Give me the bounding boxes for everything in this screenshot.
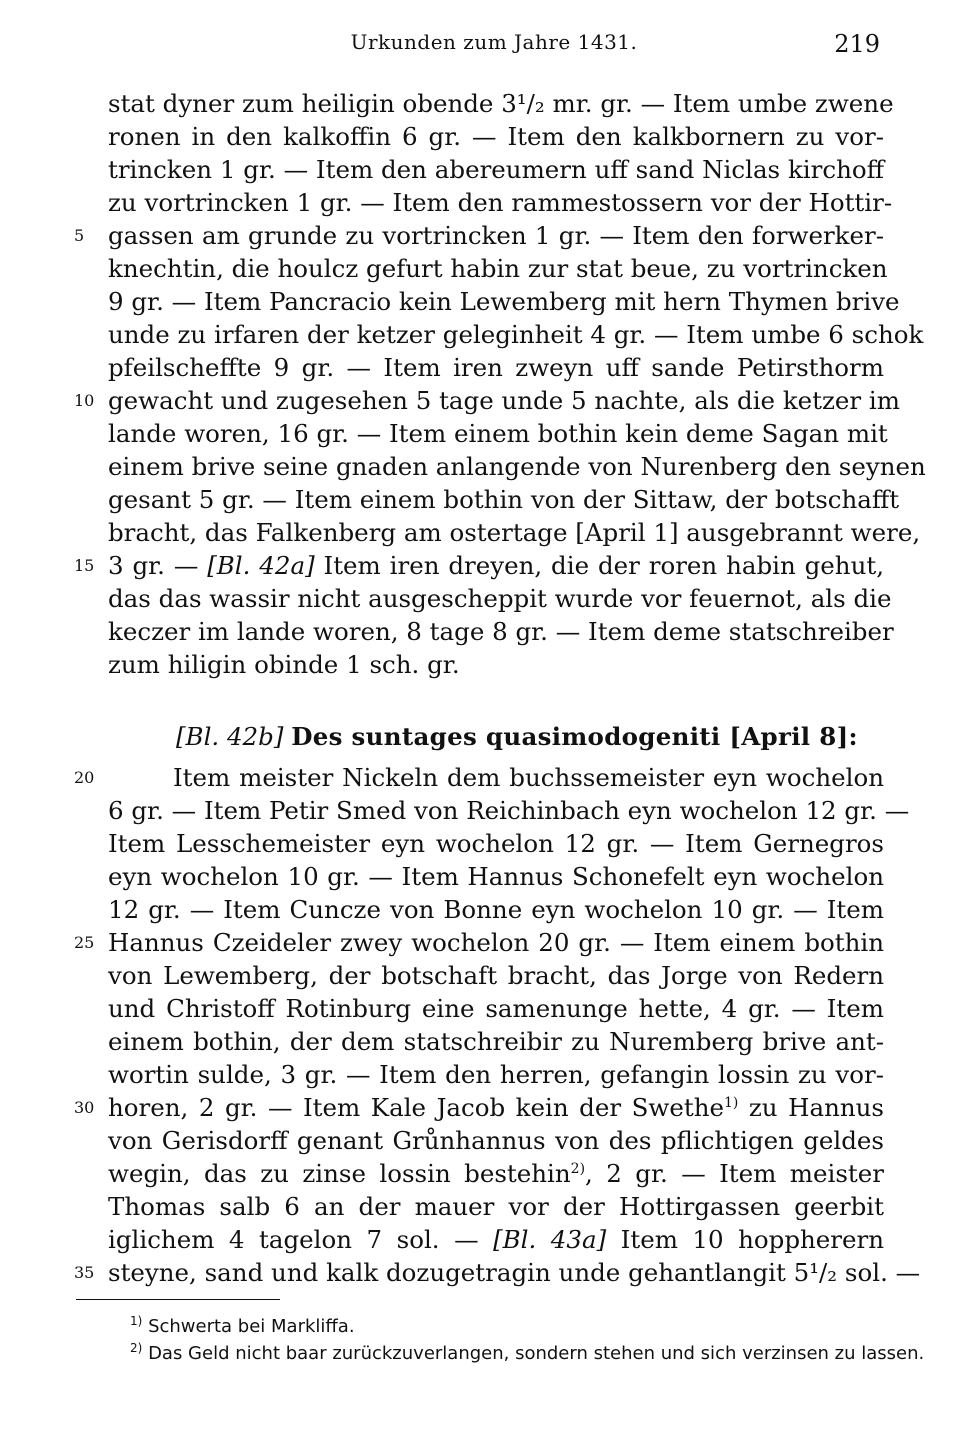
running-head: Urkunden zum Jahre 1431. xyxy=(350,30,638,54)
line-number: 25 xyxy=(74,933,95,952)
text-line: steyne, sand und kalk dozugetragin unde gehantlangit 5¹/₂ sol. — xyxy=(108,1258,921,1287)
text-span: wegin, das zu zinse lossin bestehin xyxy=(108,1159,571,1188)
folio-reference: [Bl. 42a] xyxy=(207,551,315,580)
text-line: von Lewemberg, der botschaft bracht, das Jorge von Redern xyxy=(108,961,884,990)
heading-text: Des suntages quasimodogeniti [April 8]: xyxy=(291,722,858,751)
text-line: bracht, das Falkenberg am ostertage [April 1] ausgebrannt were, xyxy=(108,518,921,547)
line-number: 10 xyxy=(74,391,95,410)
text-span: , 2 gr. — Item meister xyxy=(585,1159,884,1188)
line-number: 35 xyxy=(74,1263,95,1282)
footnote-text: Schwerta bei Markliffa. xyxy=(148,1316,355,1337)
text-line: und Christoff Rotinburg eine samenunge hette, 4 gr. — Item xyxy=(108,994,884,1023)
text-line: von Gerisdorff genant Grůnhannus von des pflichtigen geldes xyxy=(108,1126,884,1155)
text-line: Thomas salb 6 an der mauer vor der Hottirgassen geerbit xyxy=(108,1192,884,1221)
text-line: einem brive seine gnaden anlangende von Nurenberg den seynen xyxy=(108,452,926,481)
text-line: Item Lesschemeister eyn wochelon 12 gr. — Item Gernegros xyxy=(108,829,884,858)
text-line xyxy=(108,1157,884,1190)
text-line xyxy=(108,549,884,582)
text-line: knechtin, die houlcz gefurt habin zur stat beue, zu vortrincken xyxy=(108,254,888,283)
text-line: stat dyner zum heiligin obende 3¹/₂ mr. gr. — Item umbe zwene xyxy=(108,89,894,118)
folio-reference: [Bl. 43a] xyxy=(493,1225,607,1254)
text-span: 3 gr. — xyxy=(108,551,208,580)
line-number: 15 xyxy=(74,556,95,575)
text-line: 6 gr. — Item Petir Smed von Reichinbach eyn wochelon 12 gr. — xyxy=(108,796,910,825)
text-line: Item meister Nickeln dem buchssemeister eyn wochelon xyxy=(173,763,884,792)
line-number: 20 xyxy=(74,768,95,787)
footnote xyxy=(130,1341,924,1367)
section-heading xyxy=(176,720,884,753)
text-span: iglichem 4 tagelon 7 sol. — xyxy=(108,1225,494,1254)
text-line xyxy=(108,1223,884,1256)
footnote-mark: 2) xyxy=(130,1341,143,1355)
page-header xyxy=(108,30,880,64)
text-line: Hannus Czeideler zwey wochelon 20 gr. — Item einem bothin xyxy=(108,928,884,957)
text-line: gewacht und zugesehen 5 tage unde 5 nachte, als die ketzer im xyxy=(108,386,900,415)
text-line: trincken 1 gr. — Item den abereumern uff sand Niclas kirchoff xyxy=(108,155,884,184)
text-line: eyn wochelon 10 gr. — Item Hannus Schonefelt eyn wochelon xyxy=(108,862,884,891)
text-line: 12 gr. — Item Cuncze von Bonne eyn wochelon 10 gr. — Item xyxy=(108,895,884,924)
text-line: zu vortrincken 1 gr. — Item den rammestossern vor der Hottir- xyxy=(108,188,893,217)
text-span: Item iren dreyen, die der roren habin gehut, xyxy=(314,551,885,580)
text-span: horen, 2 gr. — Item Kale Jacob kein der Swethe xyxy=(108,1093,724,1122)
text-line: ronen in den kalkoffin 6 gr. — Item den kalkbornern zu vor- xyxy=(108,122,884,151)
text-line: wortin sulde, 3 gr. — Item den herren, gefangin lossin zu vor- xyxy=(108,1060,884,1089)
text-line: zum hiligin obinde 1 sch. gr. xyxy=(108,650,460,679)
line-number: 30 xyxy=(74,1098,95,1117)
text-span: zu Hannus xyxy=(738,1093,884,1122)
footnote-mark: 1) xyxy=(130,1314,143,1328)
line-number: 5 xyxy=(74,226,85,245)
footnote xyxy=(130,1314,355,1340)
text-line xyxy=(108,1091,884,1124)
text-line: lande woren, 16 gr. — Item einem bothin kein deme Sagan mit xyxy=(108,419,888,448)
text-line: gassen am grunde zu vortrincken 1 gr. — Item den forwerker- xyxy=(108,221,884,250)
text-line: pfeilscheffte 9 gr. — Item iren zweyn uff sande Petirsthorm xyxy=(108,353,884,382)
footnote-ref[interactable]: 2) xyxy=(570,1160,586,1177)
text-line: keczer im lande woren, 8 tage 8 gr. — Item deme statschreiber xyxy=(108,617,894,646)
text-line: unde zu irfaren der ketzer geleginheit 4 gr. — Item umbe 6 schok xyxy=(108,320,924,349)
text-line: einem bothin, der dem statschreibir zu Nuremberg brive ant- xyxy=(108,1027,884,1056)
footnote-ref[interactable]: 1) xyxy=(723,1094,739,1111)
text-line: 9 gr. — Item Pancracio kein Lewemberg mit hern Thymen brive xyxy=(108,287,900,316)
footnote-text: Das Geld nicht baar zurückzuverlangen, sondern stehen und sich verzinsen zu lassen. xyxy=(148,1343,925,1364)
text-line: das das wassir nicht ausgescheppit wurde vor feuernot, als die xyxy=(108,584,892,613)
page-number: 219 xyxy=(834,30,880,58)
text-span: Item 10 hoppherern xyxy=(606,1225,884,1254)
footnote-divider xyxy=(76,1299,280,1300)
folio-reference: [Bl. 42b] xyxy=(176,722,284,751)
text-line: gesant 5 gr. — Item einem bothin von der Sittaw, der botschafft xyxy=(108,485,900,514)
